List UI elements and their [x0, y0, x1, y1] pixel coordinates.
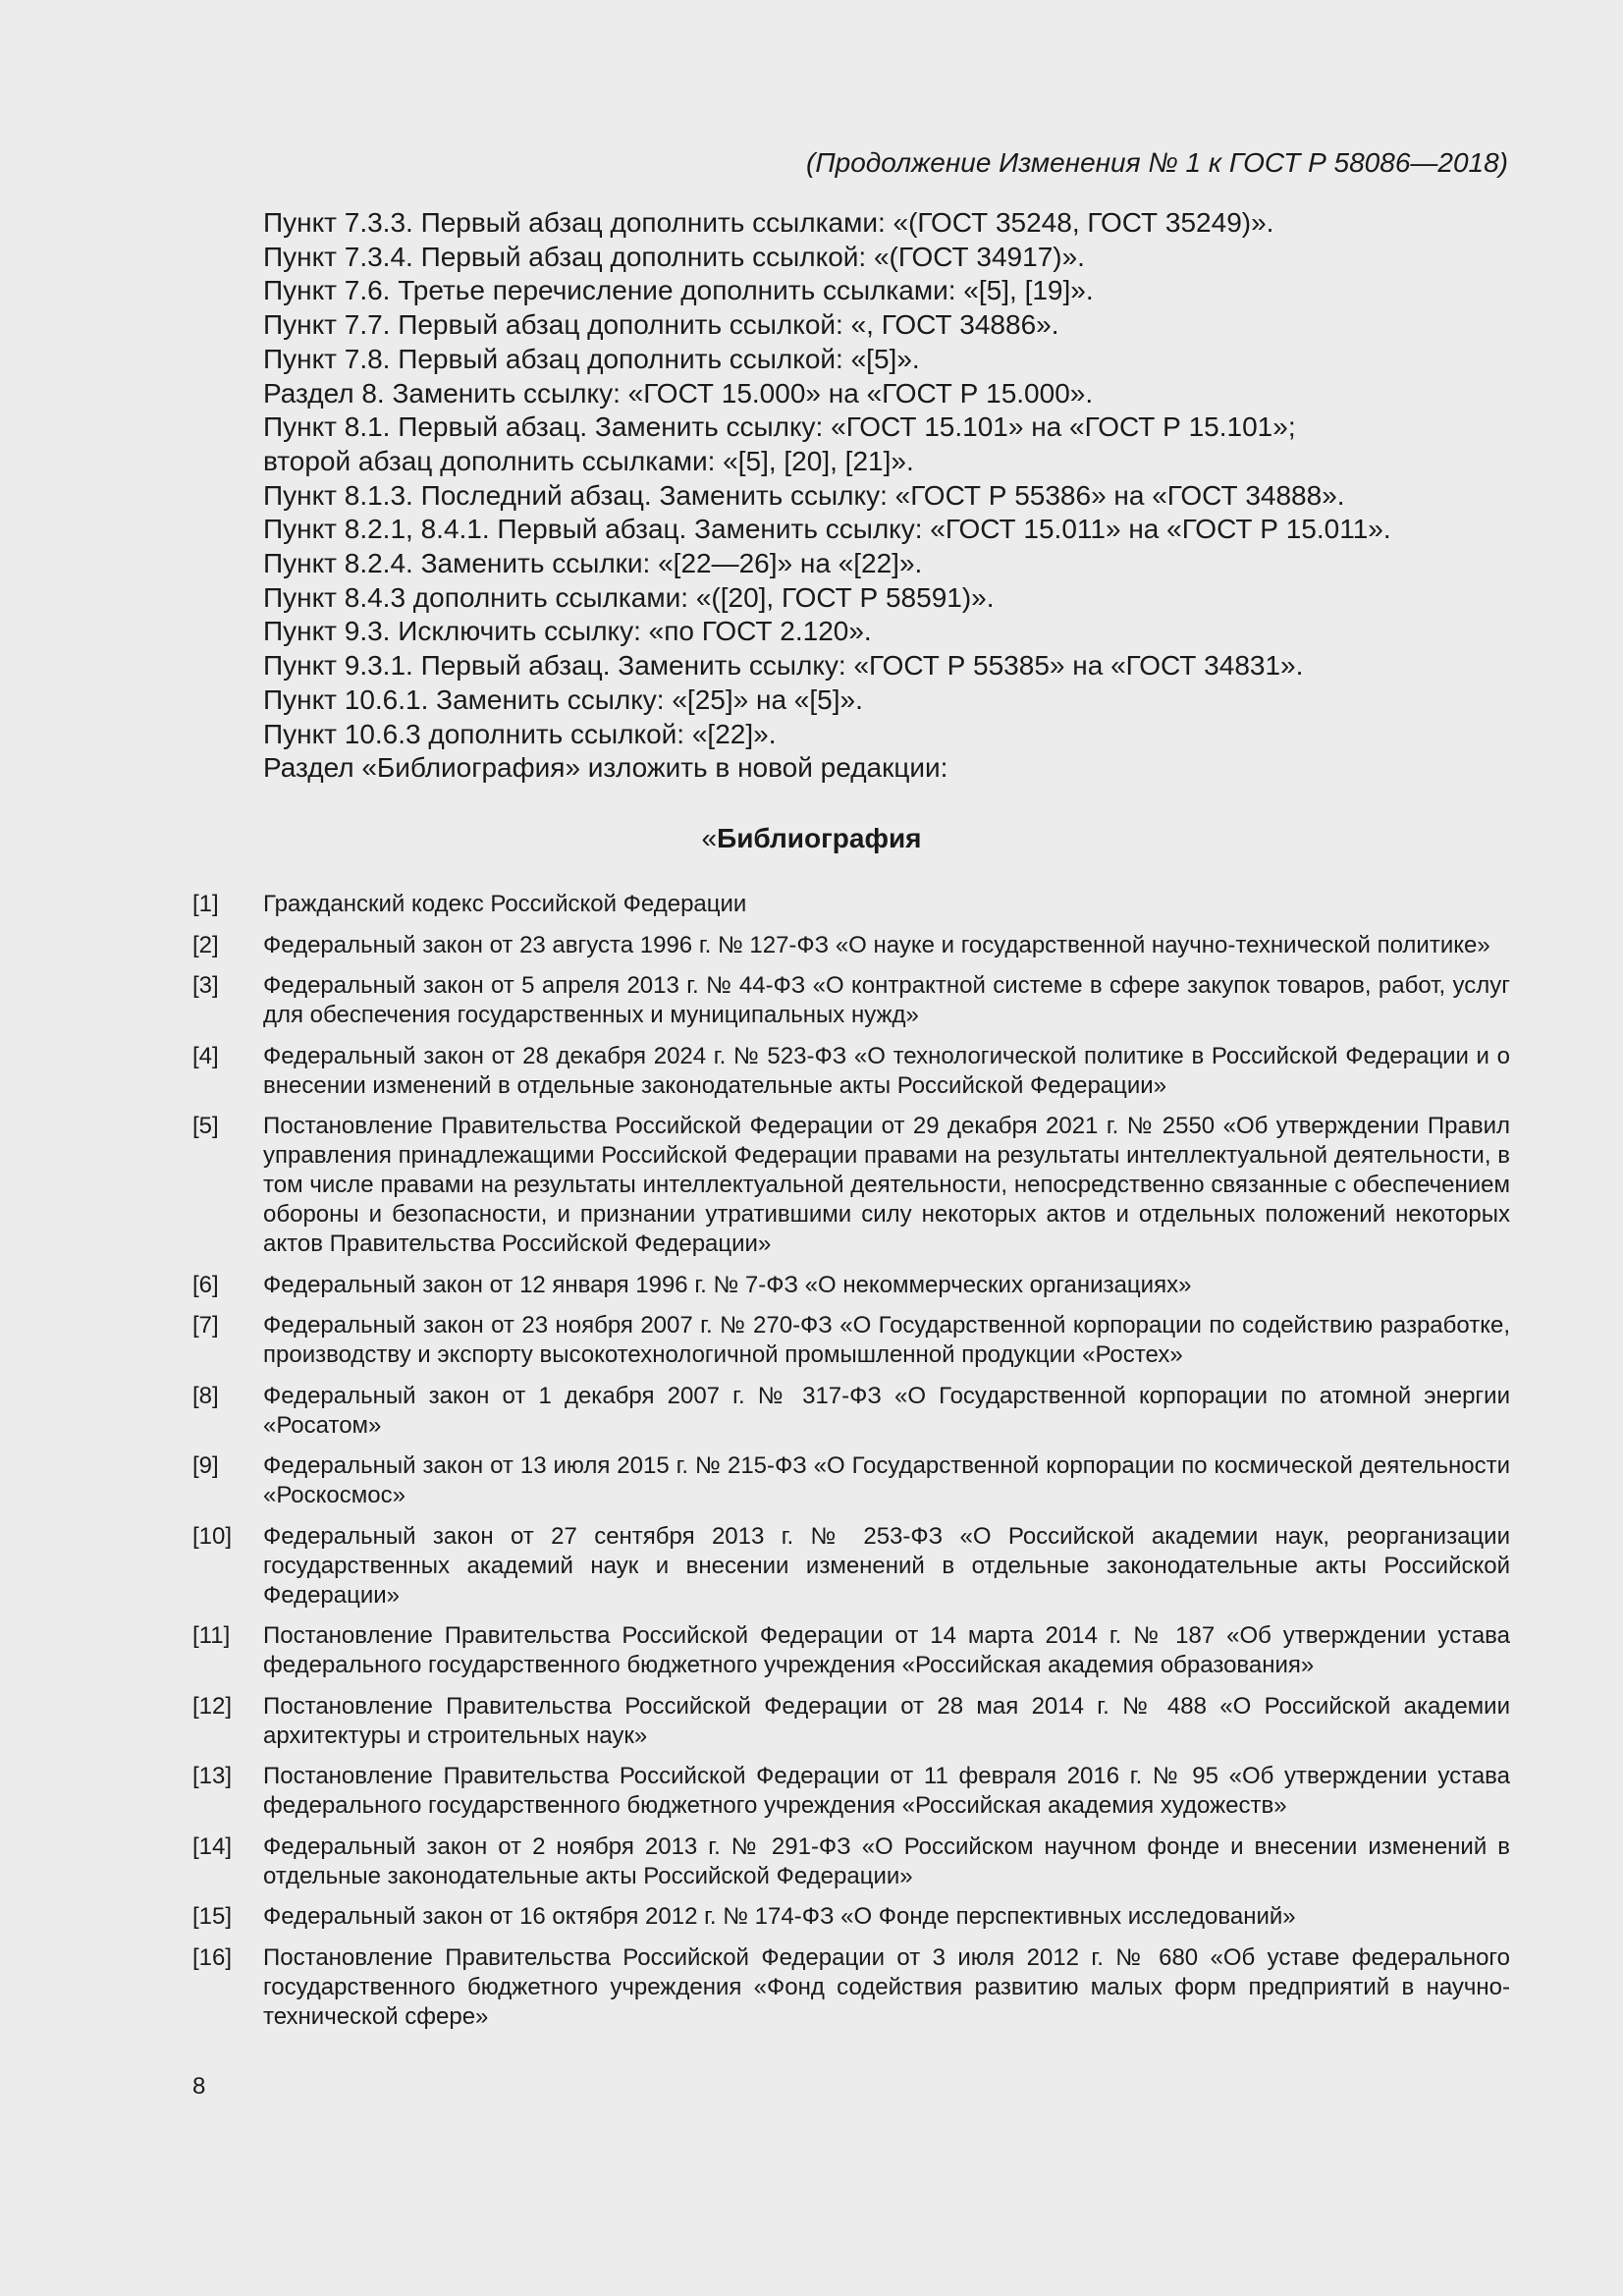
ref-number: [3] [192, 972, 219, 999]
ref-text: Федеральный закон от 2 ноября 2013 г. № 291-ФЗ «О Российском научном фонде и внесении изменений в отдельные законодательные акты Российской Федерации» [263, 1832, 1510, 1889]
bibliography-entry [192, 1451, 1510, 1510]
bibliography-entry [192, 931, 1510, 960]
ref-text: Постановление Правительства Российской Федерации от 11 февраля 2016 г. № 95 «Об утверждении устава федерального государственного бюджетного учреждения «Российская академия художеств» [263, 1763, 1510, 1819]
change-item: Пункт 7.3.3. Первый абзац дополнить ссылками: «(ГОСТ 35248, ГОСТ 35249)». [263, 207, 1274, 238]
ref-text: Федеральный закон от 16 октября 2012 г. № 174-ФЗ «О Фонде перспективных исследований» [263, 1903, 1296, 1930]
ref-number: [12] [192, 1692, 233, 1720]
change-item: Пункт 9.3. Исключить ссылку: «по ГОСТ 2.120». [263, 616, 872, 647]
ref-text: Гражданский кодекс Российской Федерации [263, 891, 747, 917]
ref-text: Федеральный закон от 23 ноября 2007 г. № 270-ФЗ «О Государственной корпорации по содействию разработке, производству и экспорту высокотехнологичной промышленной продукции «Ростех» [263, 1312, 1510, 1368]
change-item: Пункт 10.6.1. Заменить ссылку: «[25]» на «[5]». [263, 683, 863, 715]
ref-number: [14] [192, 1832, 233, 1860]
change-item: Пункт 7.3.4. Первый абзац дополнить ссылкой: «(ГОСТ 34917)». [263, 241, 1085, 272]
ref-number: [2] [192, 931, 219, 958]
ref-text: Федеральный закон от 13 июля 2015 г. № 215-ФЗ «О Государственной корпорации по космической деятельности «Роскосмос» [263, 1452, 1510, 1508]
bibliography-entry [192, 1042, 1510, 1101]
bibliography-entry [192, 1522, 1510, 1611]
bibliography-entry [192, 1271, 1510, 1300]
change-item: Пункт 8.2.1, 8.4.1. Первый абзац. Заменить ссылку: «ГОСТ 15.011» на «ГОСТ Р 15.011». [263, 514, 1391, 545]
continuation-header: (Продолжение Изменения № 1 к ГОСТ Р 58086—2018) [806, 147, 1508, 178]
ref-number: [7] [192, 1312, 219, 1339]
ref-number: [11] [192, 1622, 231, 1649]
ref-text: Постановление Правительства Российской Федерации от 14 марта 2014 г. № 187 «Об утверждении устава федерального государственного бюджетного учреждения «Российская академия образования» [263, 1622, 1510, 1678]
change-item: Пункт 7.6. Третье перечисление дополнить ссылками: «[5], [19]». [263, 275, 1094, 306]
ref-text: Постановление Правительства Российской Федерации от 28 мая 2014 г. № 488 «О Российской академии архитектуры и строительных наук» [263, 1692, 1510, 1749]
bibliography-entry [192, 1832, 1510, 1891]
ref-number: [5] [192, 1113, 219, 1139]
ref-number: [6] [192, 1271, 219, 1298]
ref-number: [1] [192, 891, 219, 917]
bibliography-entry [192, 890, 1510, 919]
ref-text: Федеральный закон от 5 апреля 2013 г. № 44-ФЗ «О контрактной системе в сфере закупок товаров, работ, услуг для обеспечения государственных и муниципальных нужд» [263, 972, 1510, 1028]
change-item: Пункт 10.6.3 дополнить ссылкой: «[22]». [263, 718, 777, 749]
change-item: второй абзац дополнить ссылками: «[5], [20], [21]». [263, 445, 914, 476]
opening-quote: « [701, 823, 718, 853]
change-item: Пункт 7.8. Первый абзац дополнить ссылкой: «[5]». [263, 343, 920, 374]
bibliography-list [192, 890, 1510, 2043]
bibliography-entry [192, 1943, 1510, 2032]
ref-text: Федеральный закон от 12 января 1996 г. № 7-ФЗ «О некоммерческих организациях» [263, 1271, 1192, 1298]
ref-number: [13] [192, 1763, 233, 1789]
bibliography-entry [192, 971, 1510, 1030]
bibliography-entry [192, 1112, 1510, 1259]
ref-number: [4] [192, 1042, 219, 1069]
ref-number: [10] [192, 1522, 233, 1550]
ref-number: [15] [192, 1903, 233, 1930]
change-item: Пункт 7.7. Первый абзац дополнить ссылкой: «, ГОСТ 34886». [263, 309, 1059, 341]
change-item: Пункт 8.2.4. Заменить ссылки: «[22—26]» на «[22]». [263, 548, 923, 579]
bibliography-entry [192, 1762, 1510, 1821]
ref-number: [9] [192, 1452, 219, 1479]
ref-number: [16] [192, 1943, 233, 1971]
ref-text: Постановление Правительства Российской Федерации от 29 декабря 2021 г. № 2550 «Об утверждении Правил управления принадлежащими Российской Федерации правами на результаты интеллектуальной деятельности, в том числе правами на результаты интеллектуальной деятельности, непосредственно связанные с обеспечением обороны и безопасности, и признании утратившими силу некоторых актов и отдельных положений некоторых актов Правительства Российской Федерации» [263, 1113, 1510, 1257]
ref-text: Федеральный закон от 23 августа 1996 г. № 127-ФЗ «О науке и государственной научно-технической политике» [263, 931, 1490, 958]
change-item: Раздел 8. Заменить ссылку: «ГОСТ 15.000» на «ГОСТ Р 15.000». [263, 377, 1094, 409]
change-item: Пункт 9.3.1. Первый абзац. Заменить ссылку: «ГОСТ Р 55385» на «ГОСТ 34831». [263, 650, 1304, 682]
ref-number: [8] [192, 1382, 219, 1409]
change-item: Пункт 8.1. Первый абзац. Заменить ссылку: «ГОСТ 15.101» на «ГОСТ Р 15.101»; [263, 411, 1296, 443]
ref-text: Постановление Правительства Российской Федерации от 3 июля 2012 г. № 680 «Об уставе федерального государственного бюджетного учреждения «Фонд содействия развитию малых форм предприятий в научно-технической сфере» [263, 1943, 1510, 2030]
ref-text: Федеральный закон от 1 декабря 2007 г. № 317-ФЗ «О Государственной корпорации по атомной энергии «Росатом» [263, 1382, 1510, 1439]
bibliography-entry [192, 1311, 1510, 1370]
bibliography-heading [0, 821, 1623, 856]
bibliography-entry [192, 1382, 1510, 1441]
bibliography-entry [192, 1692, 1510, 1751]
bibliography-entry [192, 1902, 1510, 1932]
change-item: Пункт 8.4.3 дополнить ссылками: «([20], ГОСТ Р 58591)». [263, 581, 995, 613]
ref-text: Федеральный закон от 27 сентября 2013 г. № 253-ФЗ «О Российской академии наук, реорганизации государственных академий наук и внесении изменений в отдельные законодательные акты Российской Федерации» [263, 1522, 1510, 1609]
change-list [263, 206, 1510, 786]
change-item: Раздел «Библиография» изложить в новой редакции: [263, 752, 948, 784]
bibliography-title: Библиография [717, 823, 922, 853]
page-number: 8 [192, 2073, 206, 2100]
change-item: Пункт 8.1.3. Последний абзац. Заменить ссылку: «ГОСТ Р 55386» на «ГОСТ 34888». [263, 479, 1345, 511]
bibliography-entry [192, 1621, 1510, 1680]
ref-text: Федеральный закон от 28 декабря 2024 г. № 523-ФЗ «О технологической политике в Российской Федерации и о внесении изменений в отдельные законодательные акты Российской Федерации» [263, 1042, 1510, 1099]
